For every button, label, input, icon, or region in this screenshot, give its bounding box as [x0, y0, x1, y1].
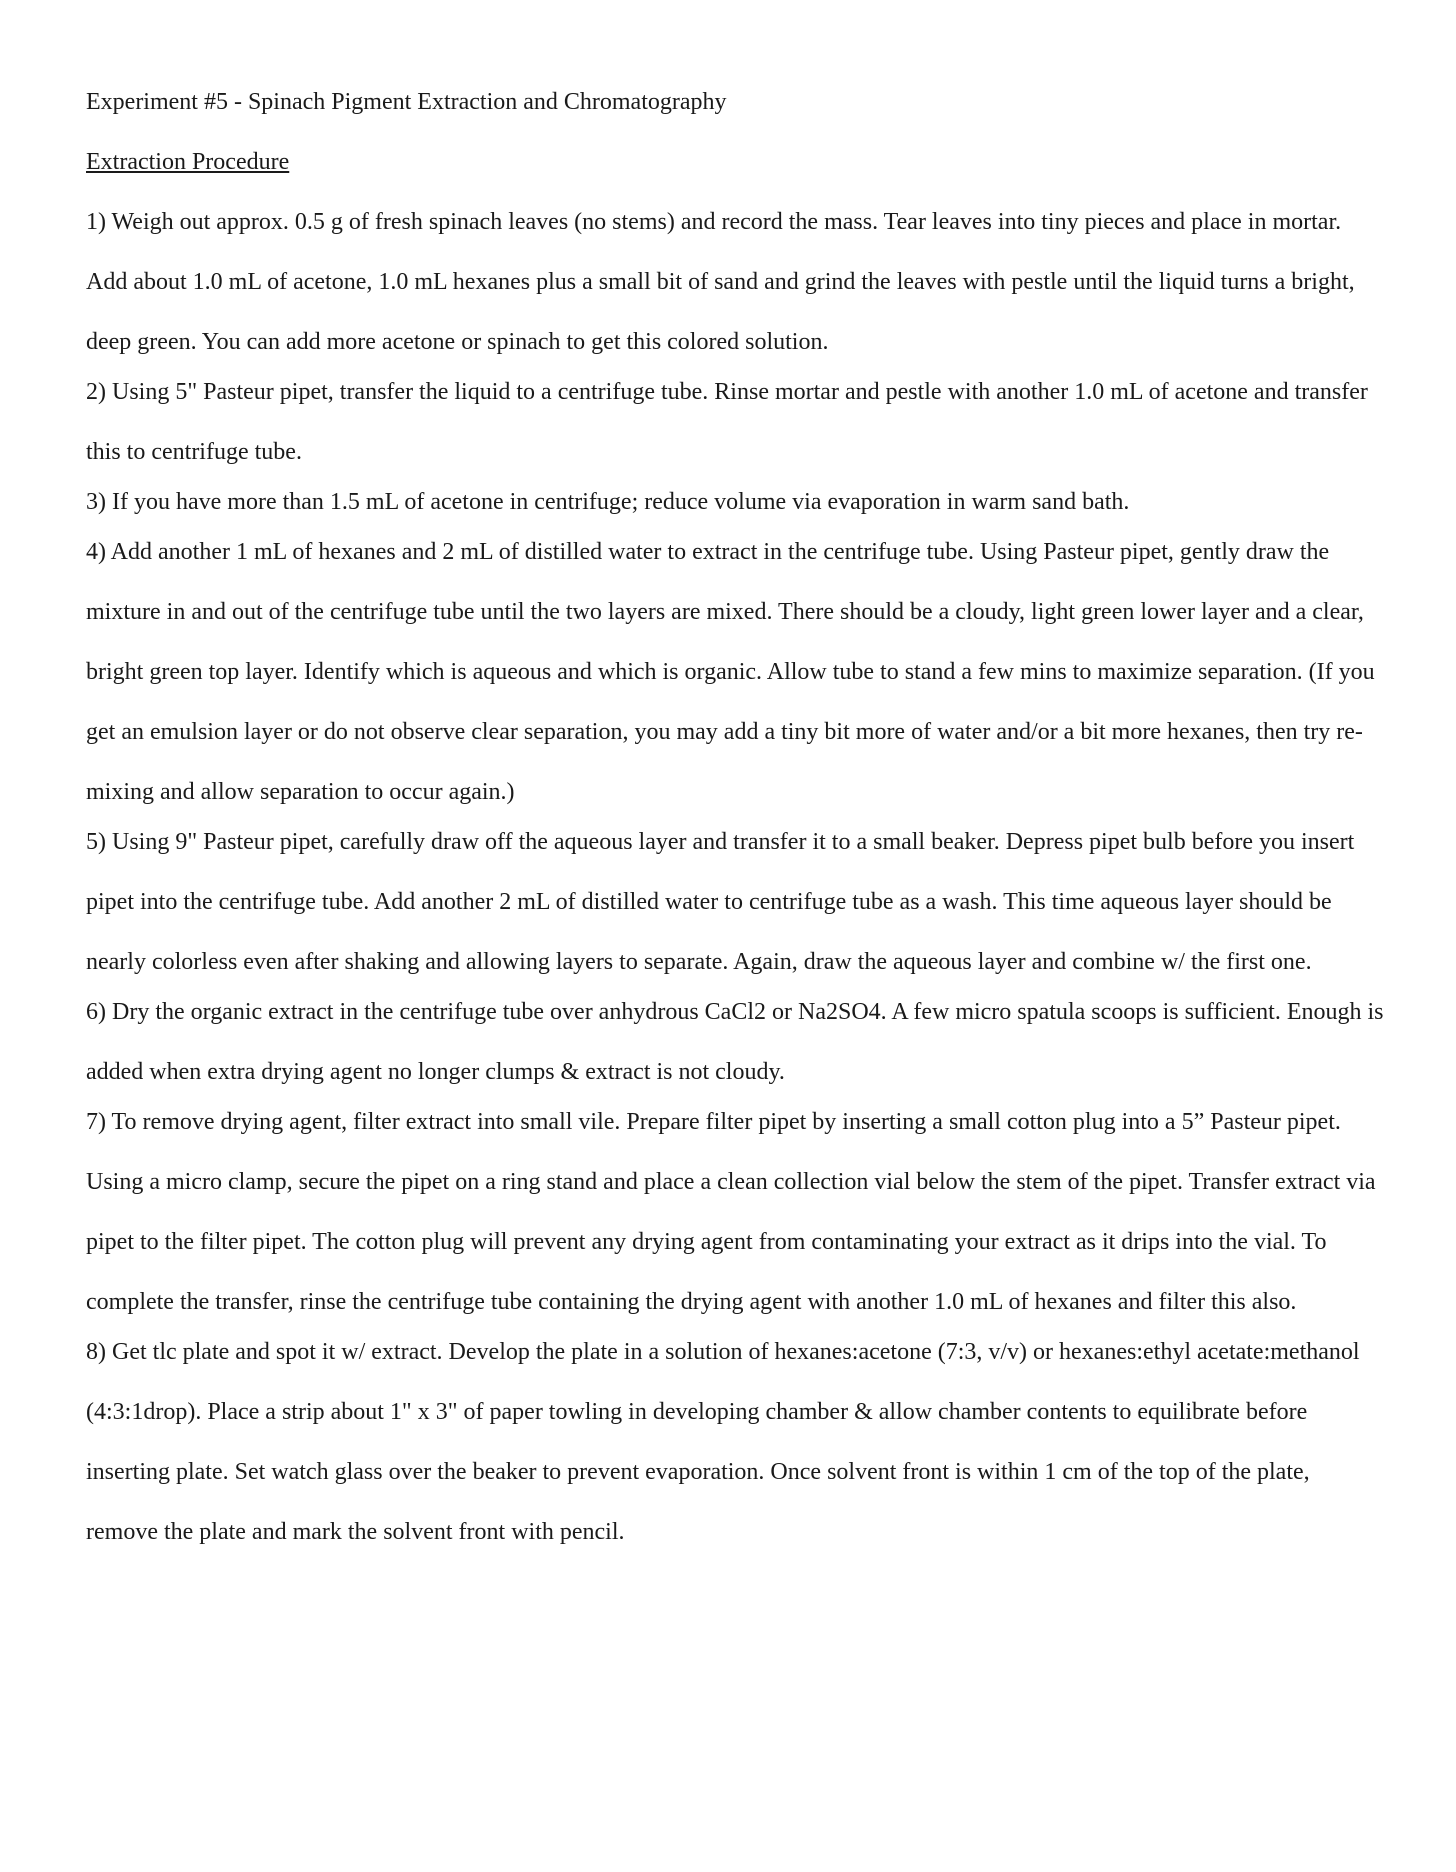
procedure-step-5: 5) Using 9" Pasteur pipet, carefully draw off the aqueous layer and transfer it to a small beaker. Depress pipet bulb before you insert pipet into the centrifuge tube. Add another 2 mL of distilled water to centrifuge tube as a wash. This time aqueous layer should be nearly colorless even after shaking and allowing layers to separate. Again, draw the aqueous layer and combine w/ the first one. [86, 829, 1355, 975]
procedure-step-7: 7) To remove drying agent, filter extract into small vile. Prepare filter pipet by inserting a small cotton plug into a 5” Pasteur pipet. Using a micro clamp, secure the pipet on a ring stand and place a clean collection vial below the stem of the pipet. Transfer extract via pipet to the filter pipet. The cotton plug will prevent any drying agent from contaminating your extract as it drips into the vial. To complete the transfer, rinse the centrifuge tube containing the drying agent with another 1.0 mL of hexanes and filter this also. [86, 1109, 1376, 1315]
procedure-step-2: 2) Using 5" Pasteur pipet, transfer the liquid to a centrifuge tube. Rinse mortar and pestle with another 1.0 mL of acetone and transfer this to centrifuge tube. [86, 379, 1368, 465]
procedure-step-3: 3) If you have more than 1.5 mL of acetone in centrifuge; reduce volume via evaporation in warm sand bath. [86, 489, 1130, 515]
procedure-step-1: 1) Weigh out approx. 0.5 g of fresh spinach leaves (no stems) and record the mass. Tear leaves into tiny pieces and place in mortar. Add about 1.0 mL of acetone, 1.0 mL hexanes plus a small bit of sand and grind the leaves with pestle until the liquid turns a bright, deep green. You can add more acetone or spinach to get this colored solution. [86, 209, 1355, 355]
procedure-step-6: 6) Dry the organic extract in the centrifuge tube over anhydrous CaCl2 or Na2SO4. A few micro spatula scoops is sufficient. Enough is added when extra drying agent no longer clumps & extract is not cloudy. [86, 999, 1384, 1085]
procedure-step-8: 8) Get tlc plate and spot it w/ extract. Develop the plate in a solution of hexanes:acetone (7:3, v/v) or hexanes:ethyl acetate:methanol (4:3:1drop). Place a strip about 1" x 3" of paper towling in developing chamber & allow chamber contents to equilibrate before inserting plate. Set watch glass over the beaker to prevent evaporation. Once solvent front is within 1 cm of the top of the plate, remove the plate and mark the solvent front with pencil. [86, 1339, 1360, 1545]
procedure-step-4: 4) Add another 1 mL of hexanes and 2 mL of distilled water to extract in the centrifuge tube. Using Pasteur pipet, gently draw the mixture in and out of the centrifuge tube until the two layers are mixed. There should be a cloudy, light green lower layer and a clear, bright green top layer. Identify which is aqueous and which is organic. Allow tube to stand a few mins to maximize separation. (If you get an emulsion layer or do not observe clear separation, you may add a tiny bit more of water and/or a bit more hexanes, then try re-mixing and allow separation to occur again.) [86, 539, 1375, 805]
document-title: Experiment #5 - Spinach Pigment Extraction and Chromatography [86, 89, 727, 115]
document-body [86, 82, 1386, 1562]
section-heading: Extraction Procedure [86, 149, 290, 175]
